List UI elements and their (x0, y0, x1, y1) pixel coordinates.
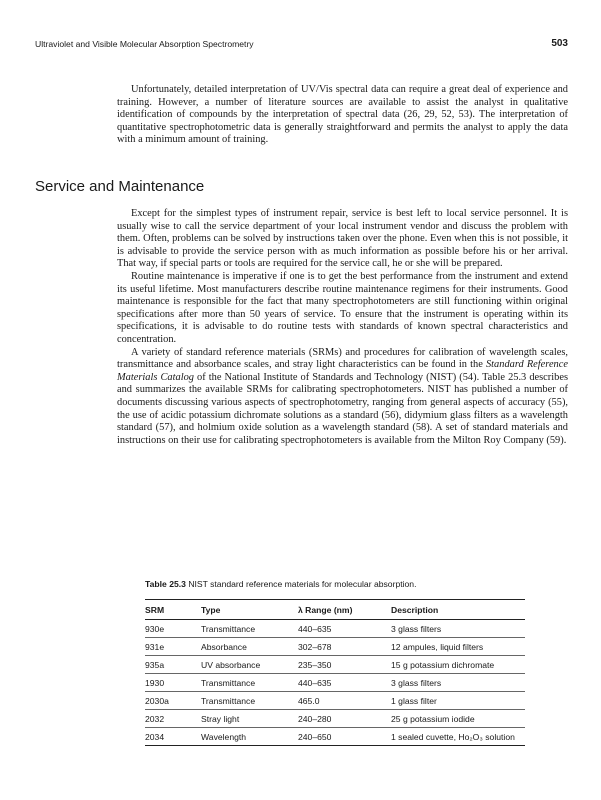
cell-range: 240–650 (298, 731, 332, 742)
table-row (145, 620, 525, 638)
table-row (145, 656, 525, 674)
srm-table (145, 599, 525, 746)
cell-type: Transmittance (201, 695, 256, 706)
catalog-title: Standard Reference Materials Catalog (117, 359, 568, 383)
cell-srm: 2034 (145, 731, 165, 742)
cell-srm: 1930 (145, 677, 165, 688)
cell-srm: 930e (145, 623, 165, 634)
cell-description: 3 glass filters (391, 677, 442, 688)
running-title: Ultraviolet and Visible Molecular Absorption Spectrometry (35, 39, 254, 49)
cell-description: 12 ampules, liquid filters (391, 641, 484, 652)
cell-description: 25 g potassium iodide (391, 713, 475, 724)
intro-block (117, 84, 568, 147)
table-row (145, 638, 525, 656)
cell-description: 1 sealed cuvette, Ho₂O₃ solution (391, 731, 515, 742)
section-body (117, 208, 568, 447)
page-number: 503 (551, 38, 568, 49)
cell-range: 440–635 (298, 677, 332, 688)
cell-type: Stray light (201, 713, 240, 724)
table-row (145, 674, 525, 692)
table-row (145, 728, 525, 746)
header-description: Description (391, 604, 439, 615)
cell-range: 440–635 (298, 623, 332, 634)
paragraph-srm-text-2: of the National Institute of Standards and Technology (NIST) (54). Table 25.3 describes and summarizes the available SRMs for calibrating spectrophotometers. NIST has published a number of documents discussing various aspects of spectrophotometry, ranging from general aspects of accuracy (55), the use of acidic potassium dichromate solutions as a standard (56), didymium glass filters as a wavelength standard (57), and holmium oxide solution as a wavelength standard (58). A set of standard materials and instructions on their use for calibrating spectrophotometers is available from the Milton Roy Company (59). (117, 371, 568, 446)
intro-paragraph: Unfortunately, detailed interpretation of UV/Vis spectral data can require a great deal of experience and training. However, a number of literature sources are available to assist the analyst in qualitative identification of compounds by the interpretation of spectral data (26, 29, 52, 53). The interpretation of quantitative spectrophotometric data is generally straightforward and permits the analyst to apply the data with a minimum amount of training. (117, 84, 568, 146)
table-caption-text: NIST standard reference materials for molecular absorption. (188, 579, 417, 589)
section-heading: Service and Maintenance (35, 178, 205, 195)
table-caption-label: Table 25.3 (145, 579, 186, 589)
cell-type: UV absorbance (201, 659, 261, 670)
cell-description: 1 glass filter (391, 695, 437, 706)
cell-range: 240–280 (298, 713, 332, 724)
cell-type: Wavelength (201, 731, 247, 742)
header-type: Type (201, 604, 221, 615)
running-header (35, 39, 568, 53)
cell-range: 465.0 (298, 695, 320, 706)
cell-srm: 935a (145, 659, 165, 670)
paragraph-maintenance: Routine maintenance is imperative if one is to get the best performance from the instrument and extend its useful lifetime. Most manufacturers describe routine maintenance regimens for their instruments. Good maintenance is responsible for the fact that many spectrophotometers are still functioning within original specifications after more than 50 years of service. To ensure that the instrument is operating within its specifications, it is advisable to do routine tests with standards of known spectral characteristics and concentration. (117, 270, 568, 345)
cell-description: 3 glass filters (391, 623, 442, 634)
table-25-3 (145, 579, 525, 746)
paragraph-service: Except for the simplest types of instrument repair, service is best left to local service personnel. It is usually wise to call the service department of your local instrument vendor and discuss the problem with them. Often, problems can be solved by instructions taken over the phone. Even when this is not possible, it is advisable to provide the service person with as much information as possible before his or her arrival. That way, if special parts or tools are required for the service call, he or she will be prepared. (117, 208, 568, 270)
cell-description: 15 g potassium dichromate (391, 659, 495, 670)
table-header-row (145, 600, 525, 620)
cell-srm: 2030a (145, 695, 169, 706)
paragraph-srm (117, 347, 568, 448)
cell-srm: 2032 (145, 713, 165, 724)
cell-range: 302–678 (298, 641, 332, 652)
cell-srm: 931e (145, 641, 165, 652)
cell-type: Transmittance (201, 677, 256, 688)
table-row (145, 710, 525, 728)
paragraph-srm-text-1: A variety of standard reference materials (SRMs) and procedures for calibration of wavelength scales, transmittance and absorbance scales, and stray light characteristics can be found in the (117, 346, 568, 371)
cell-range: 235–350 (298, 659, 332, 670)
header-srm: SRM (145, 604, 165, 615)
header-range: λ Range (nm) (298, 604, 353, 615)
table-caption (145, 579, 525, 589)
cell-type: Absorbance (201, 641, 247, 652)
table-row (145, 692, 525, 710)
cell-type: Transmittance (201, 623, 256, 634)
